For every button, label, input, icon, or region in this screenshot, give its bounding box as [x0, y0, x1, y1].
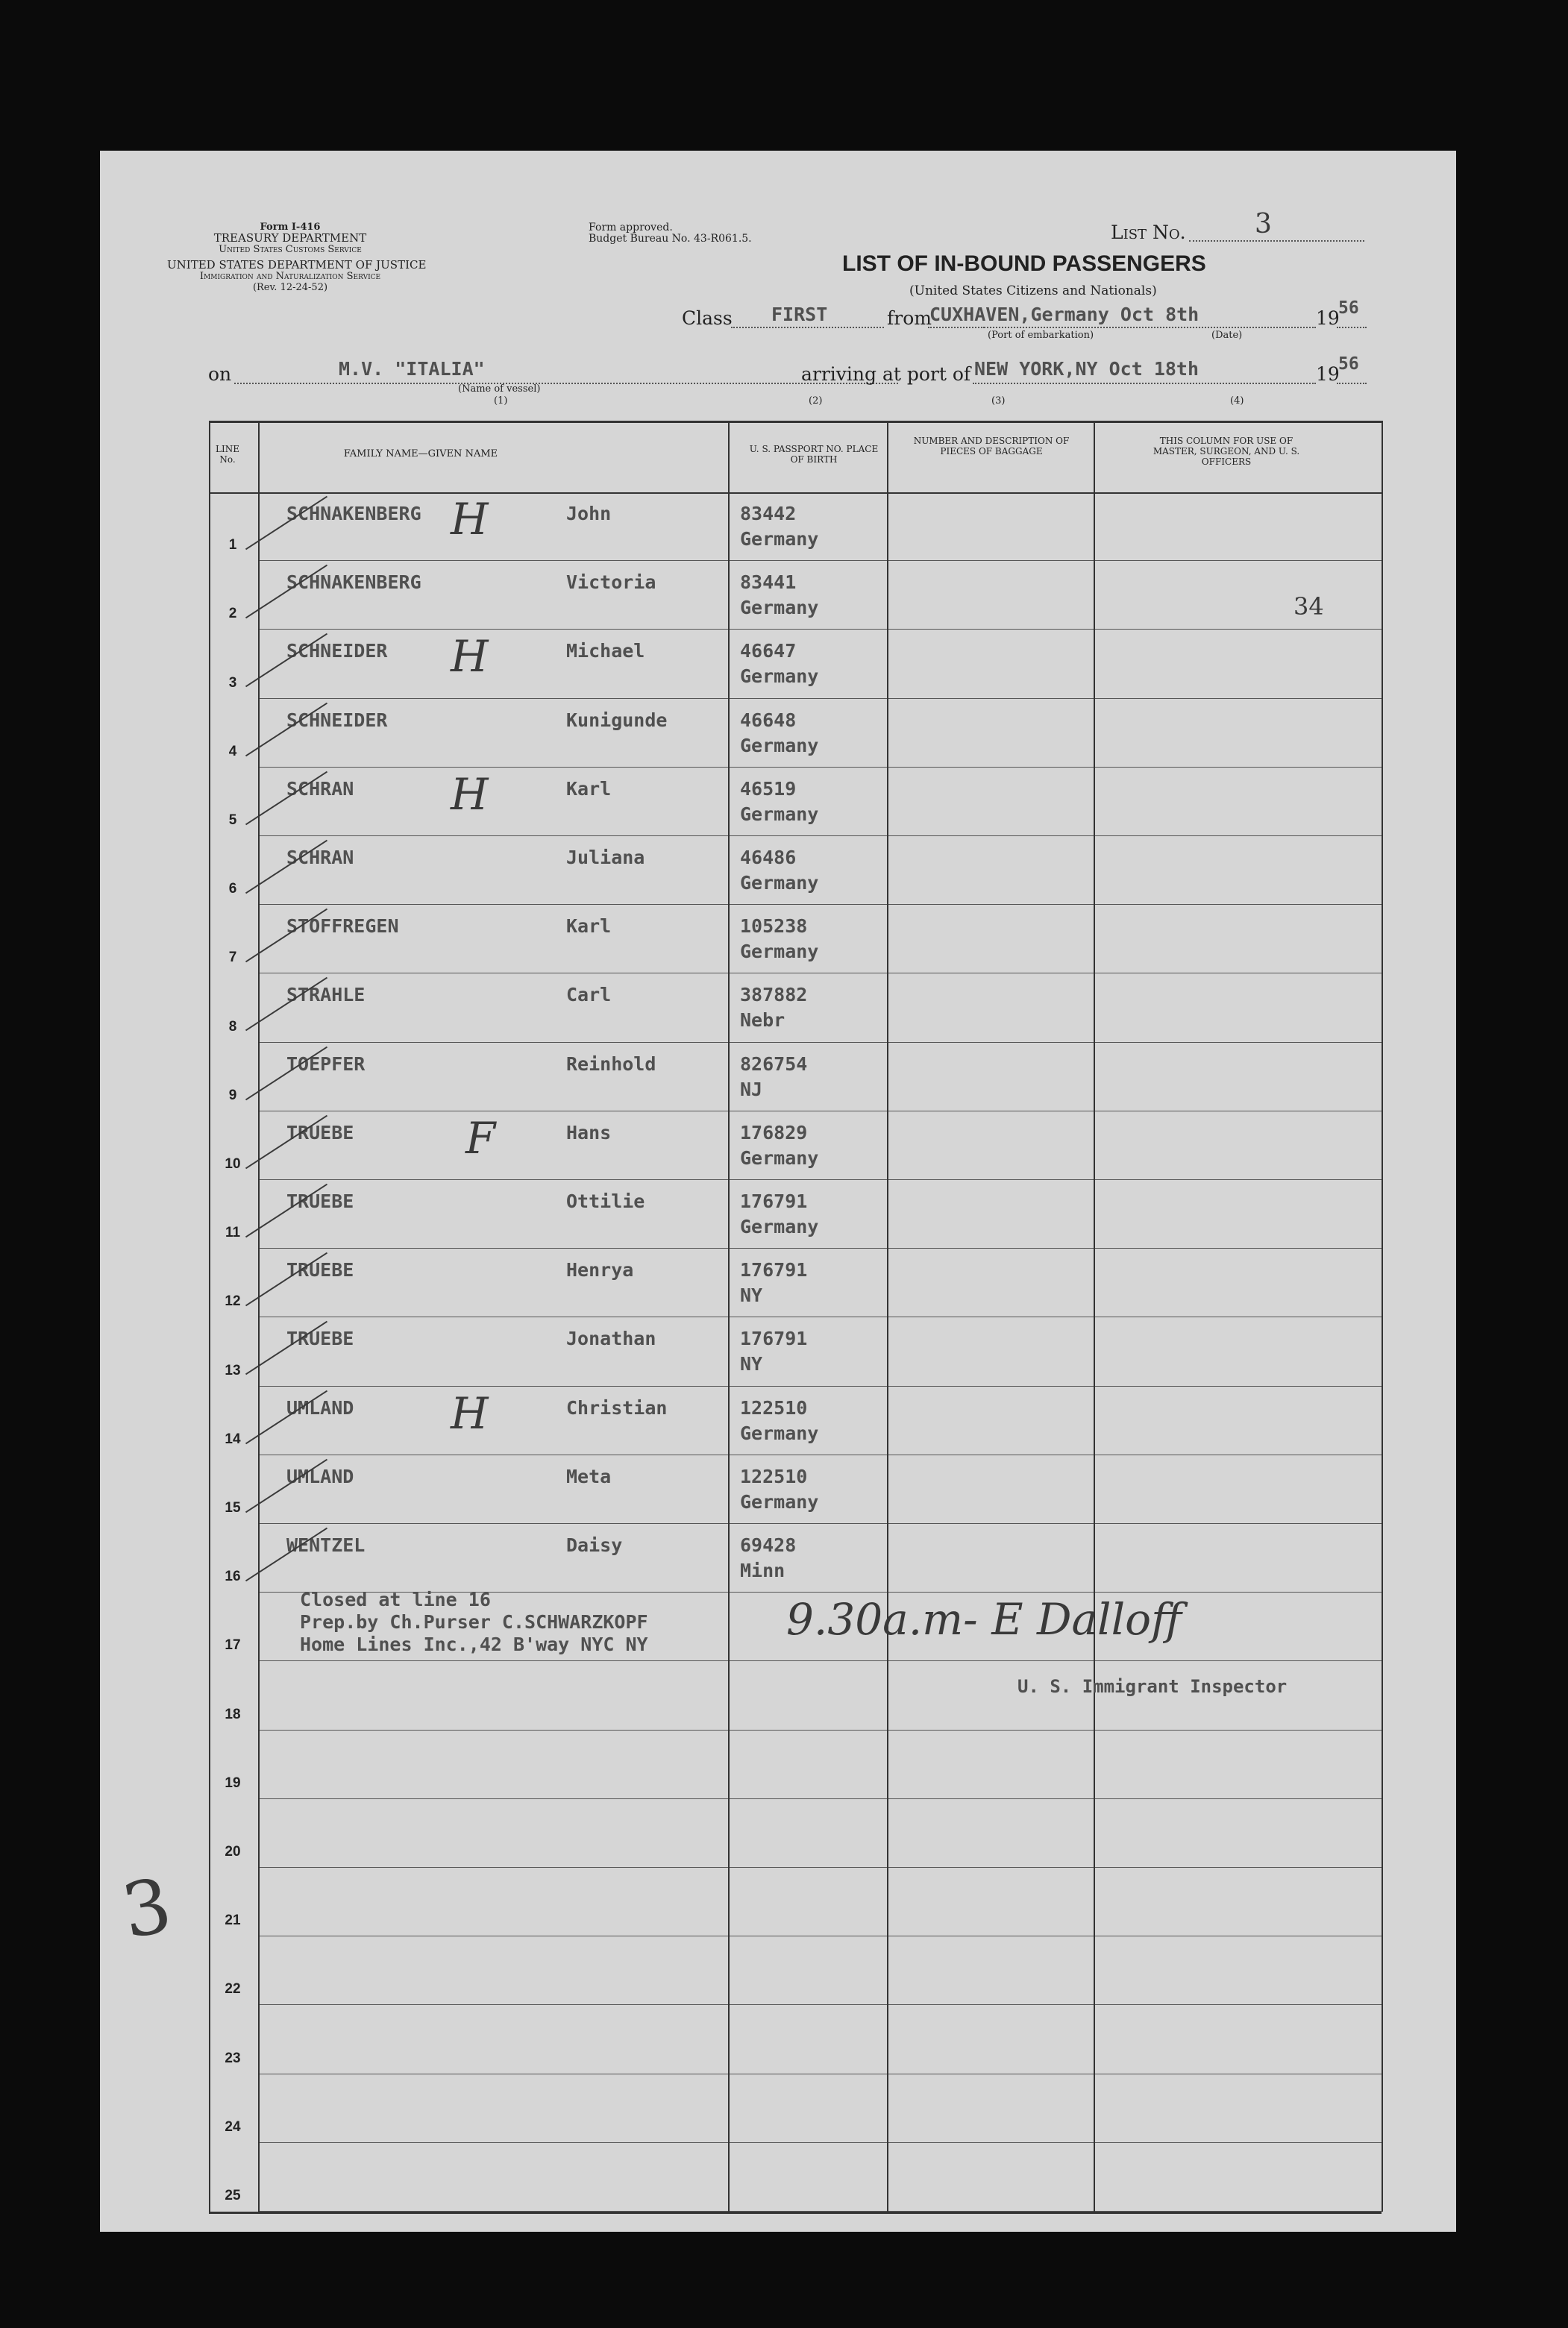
place-of-birth: Germany — [740, 1216, 819, 1237]
family-name: STOFFREGEN — [286, 915, 399, 938]
passport-number: 83441 — [740, 571, 797, 594]
family-name: SCHNAKENBERG — [286, 503, 421, 524]
given-name: Meta — [566, 1465, 612, 1487]
line-number: 16 — [225, 1569, 241, 1585]
family-name: SCHRAN — [286, 777, 354, 800]
handwritten-mark: H — [451, 1387, 489, 1439]
given-name: Carl — [566, 984, 612, 1006]
passport-number: 46486 — [740, 847, 797, 868]
handwritten-mark: H — [451, 631, 489, 683]
col-header-passport: U. S. PASSPORT NO. PLACE OF BIRTH — [749, 444, 879, 465]
list-no-label: List No. — [1111, 222, 1186, 243]
handwritten-mark: H — [451, 494, 489, 545]
closing-block — [300, 1589, 648, 1656]
table-row — [100, 492, 1456, 561]
passport-number: 122510 — [740, 1465, 808, 1487]
line-number: 18 — [225, 1706, 241, 1722]
table-top-rule — [209, 421, 1382, 423]
place-of-birth: NY — [740, 1284, 763, 1307]
passport-number: 176791 — [740, 1190, 808, 1212]
customs-service: United States Customs Service — [219, 244, 362, 255]
year-value-1: 56 — [1338, 298, 1359, 318]
table-row — [100, 1799, 1456, 1868]
vessel-name: M.V. "ITALIA" — [339, 358, 485, 380]
table-bottom-rule — [209, 2212, 1382, 2214]
line-number: 21 — [225, 1913, 241, 1929]
table-row — [100, 1524, 1456, 1593]
given-name: Daisy — [566, 1534, 623, 1556]
given-name: Victoria — [566, 571, 656, 594]
caption-1: (1) — [494, 395, 508, 407]
line-number: 15 — [225, 1499, 241, 1516]
justice-dept: UNITED STATES DEPARTMENT OF JUSTICE — [167, 258, 427, 272]
table-row — [100, 768, 1456, 836]
budget-bureau: Budget Bureau No. 43-R061.5. — [589, 233, 752, 245]
passport-number: 122510 — [740, 1396, 808, 1419]
class-label: Class — [682, 307, 733, 329]
table-row — [100, 1868, 1456, 1936]
passport-number: 69428 — [740, 1534, 797, 1556]
given-name: Karl — [566, 915, 612, 938]
table-column-rule — [1382, 421, 1383, 2212]
passport-number: 46647 — [740, 640, 797, 662]
col-header-officers: THIS COLUMN FOR USE OF MASTER, SURGEON, AND U. S. OFFICERS — [1153, 436, 1300, 467]
line-number: 20 — [225, 1843, 241, 1860]
line-number: 6 — [228, 881, 237, 897]
list-no-value: 3 — [1255, 209, 1272, 239]
line-number: 13 — [225, 1362, 241, 1378]
line-number: 25 — [225, 2187, 241, 2203]
handwritten-mark: F — [465, 1112, 496, 1164]
line-number: 23 — [225, 2050, 241, 2066]
table-row — [100, 561, 1456, 630]
passport-number: 826754 — [740, 1052, 808, 1075]
given-name: John — [566, 503, 612, 524]
given-name: Christian — [566, 1396, 668, 1419]
col-header-line: LINE No. — [216, 444, 239, 465]
line-number: 11 — [225, 1225, 241, 1241]
line-number: 24 — [225, 2118, 241, 2135]
table-row — [100, 1249, 1456, 1317]
place-of-birth: Germany — [740, 528, 819, 550]
vessel-caption: (Name of vessel) — [458, 383, 541, 395]
port-embarkation-caption: (Port of embarkation) — [988, 330, 1094, 341]
place-of-birth: Germany — [740, 1422, 819, 1444]
date-caption: (Date) — [1211, 330, 1243, 341]
passenger-table — [100, 151, 1456, 2232]
table-row — [100, 1387, 1456, 1455]
family-name: SCHRAN — [286, 847, 354, 868]
col-header-name: FAMILY NAME—GIVEN NAME — [343, 448, 498, 459]
closed-at-line: Closed at line 16 — [300, 1589, 491, 1610]
family-name: WENTZEL — [286, 1534, 366, 1556]
family-name: TRUEBE — [286, 1121, 354, 1143]
passport-number: 176791 — [740, 1328, 808, 1350]
table-row — [100, 699, 1456, 768]
place-of-birth: NJ — [740, 1078, 763, 1100]
form-approved: Form approved. — [589, 222, 673, 233]
table-column-rule — [258, 421, 260, 2212]
table-row — [100, 2143, 1456, 2212]
given-name: Hans — [566, 1121, 612, 1143]
manifest-page — [100, 151, 1456, 2232]
form-number: Form I-416 — [260, 222, 321, 233]
page-subtitle: (United States Citizens and Nationals) — [909, 283, 1157, 298]
table-column-rule — [887, 421, 888, 2212]
line-number: 9 — [228, 1087, 237, 1103]
place-of-birth: NY — [740, 1353, 763, 1375]
line-number: 5 — [228, 812, 237, 828]
table-row — [100, 1731, 1456, 1799]
table-row — [100, 1936, 1456, 2005]
family-name: TOEPFER — [286, 1052, 366, 1075]
table-column-rule — [209, 421, 210, 2212]
officer-note: 34 — [1293, 592, 1324, 621]
line-number: 14 — [225, 1431, 241, 1447]
arrival-value: NEW YORK,NY Oct 18th — [974, 358, 1199, 380]
family-name: STRAHLE — [286, 984, 366, 1006]
place-of-birth: Germany — [740, 734, 819, 756]
table-row — [100, 1180, 1456, 1249]
place-of-birth: Germany — [740, 597, 819, 619]
table-row — [100, 1111, 1456, 1180]
family-name: SCHNAKENBERG — [286, 571, 421, 594]
line-number: 19 — [225, 1775, 241, 1791]
given-name: Henrya — [566, 1259, 634, 1281]
given-name: Reinhold — [566, 1052, 656, 1075]
given-name: Ottilie — [566, 1190, 645, 1212]
given-name: Kunigunde — [566, 709, 668, 731]
place-of-birth: Germany — [740, 803, 819, 825]
family-name: TRUEBE — [286, 1328, 354, 1350]
passport-number: 83442 — [740, 503, 797, 524]
from-value: CUXHAVEN,Germany Oct 8th — [929, 304, 1199, 325]
prepared-by: Prep.by Ch.Purser C.SCHWARZKOPF — [300, 1611, 648, 1633]
family-name: SCHNEIDER — [286, 709, 388, 731]
caption-4: (4) — [1230, 395, 1244, 407]
handwritten-mark: H — [451, 768, 489, 820]
passport-number: 46648 — [740, 709, 797, 731]
passport-number: 105238 — [740, 915, 808, 938]
passport-number: 176791 — [740, 1259, 808, 1281]
line-number: 2 — [228, 606, 237, 622]
ins-service: Immigration and Naturalization Service — [199, 271, 381, 282]
family-name: UMLAND — [286, 1465, 354, 1487]
from-label: from — [887, 307, 932, 329]
line-number: 1 — [228, 537, 237, 553]
line-number: 17 — [225, 1637, 241, 1654]
family-name: UMLAND — [286, 1396, 354, 1419]
given-name: Juliana — [566, 847, 645, 868]
year-prefix-1: 19 — [1316, 307, 1340, 329]
table-header-rule — [209, 492, 1382, 494]
given-name: Michael — [566, 640, 645, 662]
place-of-birth: Germany — [740, 872, 819, 894]
table-row — [100, 905, 1456, 973]
year-value-2: 56 — [1338, 354, 1359, 374]
place-of-birth: Germany — [740, 941, 819, 963]
line-number: 3 — [228, 674, 237, 691]
passport-number: 387882 — [740, 984, 808, 1006]
table-row — [100, 1455, 1456, 1524]
year-prefix-2: 19 — [1316, 363, 1340, 385]
table-column-rule — [728, 421, 730, 2212]
on-label: on — [208, 363, 232, 385]
page-title: LIST OF IN-BOUND PASSENGERS — [842, 251, 1206, 276]
place-of-birth: Germany — [740, 1146, 819, 1169]
table-column-rule — [1094, 421, 1095, 2212]
caption-3: (3) — [991, 395, 1006, 407]
passport-number: 46519 — [740, 777, 797, 800]
line-number: 8 — [228, 1018, 237, 1035]
family-name: SCHNEIDER — [286, 640, 388, 662]
table-row — [100, 973, 1456, 1042]
treasury-dept: TREASURY DEPARTMENT — [213, 231, 367, 245]
inspector-signature: 9.30a.m- E Dalloff — [786, 1594, 1182, 1645]
home-lines: Home Lines Inc.,42 B'way NYC NY — [300, 1634, 648, 1655]
class-value: FIRST — [771, 304, 828, 325]
arriving-label: arriving at port of — [801, 363, 971, 385]
line-number: 10 — [225, 1155, 241, 1172]
table-row — [100, 2005, 1456, 2074]
margin-mark: 3 — [116, 1861, 178, 1956]
table-row — [100, 1043, 1456, 1111]
line-number: 4 — [228, 743, 237, 759]
place-of-birth: Germany — [740, 1490, 819, 1513]
caption-2: (2) — [809, 395, 823, 407]
table-row — [100, 836, 1456, 905]
table-row — [100, 630, 1456, 698]
line-number: 7 — [228, 950, 237, 966]
passport-number: 176829 — [740, 1121, 808, 1143]
given-name: Jonathan — [566, 1328, 656, 1350]
col-header-baggage: NUMBER AND DESCRIPTION OF PIECES OF BAGGAGE — [913, 436, 1070, 456]
place-of-birth: Minn — [740, 1560, 785, 1581]
family-name: TRUEBE — [286, 1259, 354, 1281]
family-name: TRUEBE — [286, 1190, 354, 1212]
line-number: 12 — [225, 1293, 241, 1310]
table-row — [100, 1317, 1456, 1386]
form-revision: (Rev. 12-24-52) — [252, 282, 328, 293]
line-number: 22 — [225, 1981, 241, 1998]
inspector-label: U. S. Immigrant Inspector — [1017, 1676, 1288, 1697]
table-row — [100, 2074, 1456, 2143]
place-of-birth: Nebr — [740, 1009, 785, 1032]
given-name: Karl — [566, 777, 612, 800]
place-of-birth: Germany — [740, 665, 819, 688]
